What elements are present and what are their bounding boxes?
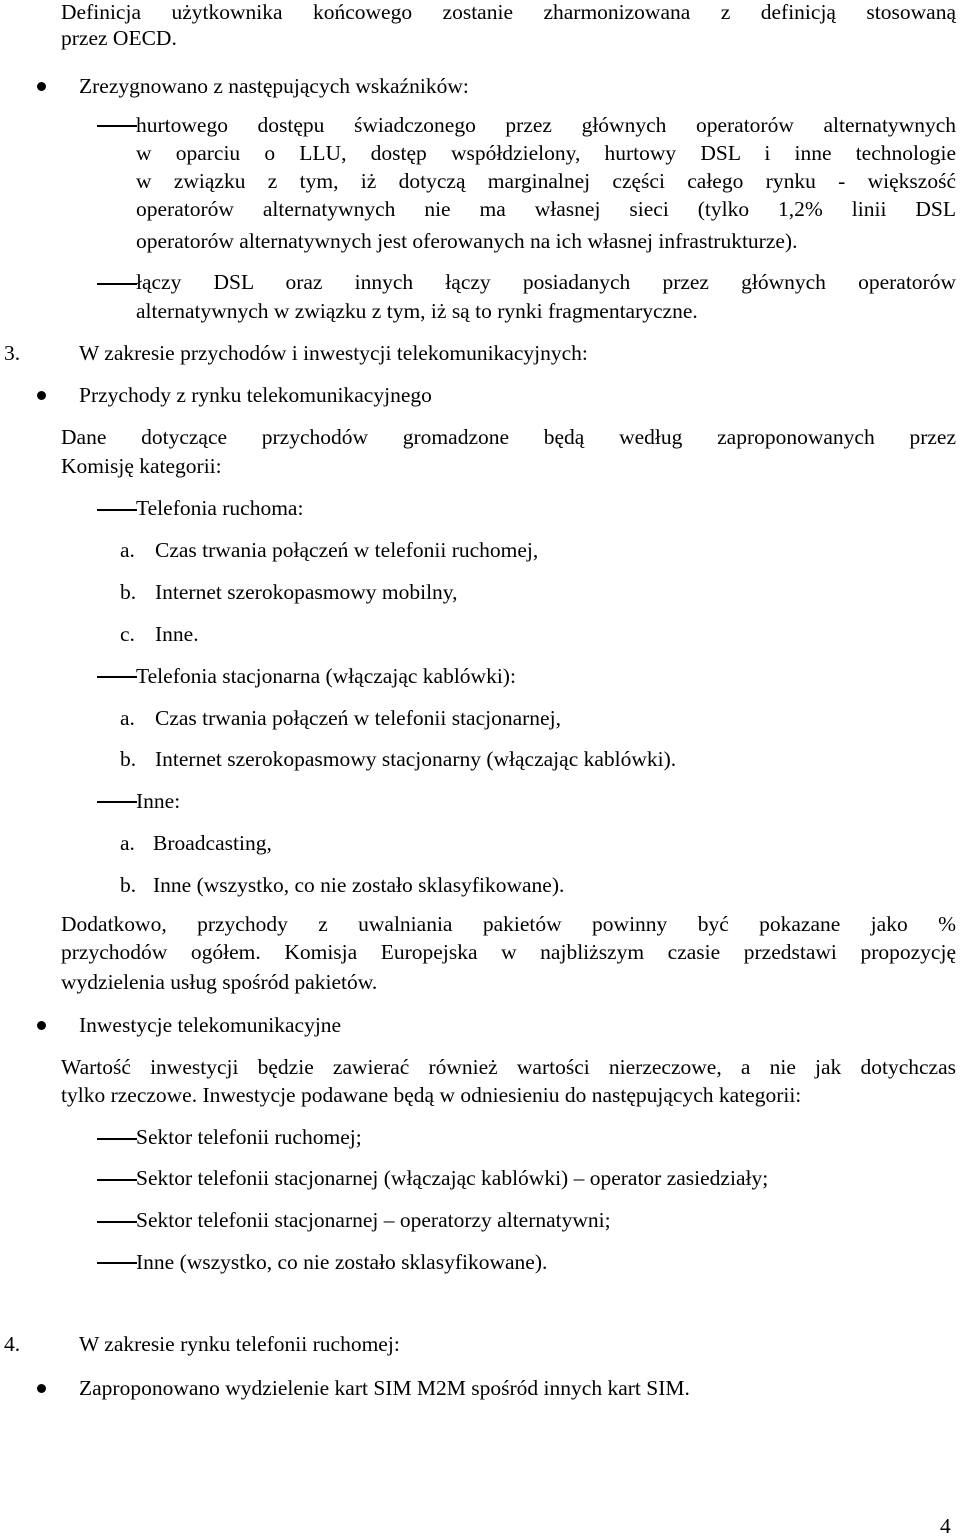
resigned-dash1-paragraph bbox=[136, 111, 956, 223]
investments-item: Sektor telefonii stacjonarnej – operatorzy alternatywni; bbox=[136, 1208, 611, 1232]
intro-paragraph bbox=[61, 0, 956, 26]
fixed-item-letter: b. bbox=[120, 747, 137, 771]
mobile-item-text: Internet szerokopasmowy mobilny, bbox=[155, 580, 458, 604]
resigned-dash1-last-line: operatorów alternatywnych jest oferowanych na ich własnej infrastrukturze). bbox=[136, 229, 798, 253]
resigned-dash2-line: łączy DSL oraz innych łączy posiadanych przez głównych operatorów bbox=[136, 270, 956, 294]
section-3-title: W zakresie przychodów i inwestycji telekomunikacyjnych: bbox=[79, 341, 588, 365]
resigned-heading: Zrezygnowano z następujących wskaźników: bbox=[79, 74, 469, 98]
investments-intro-paragraph bbox=[61, 1053, 956, 1081]
section-3-number: 3. bbox=[4, 341, 21, 365]
other-item-text: Inne (wszystko, co nie zostało sklasyfikowane). bbox=[153, 873, 565, 897]
dash-icon bbox=[97, 676, 137, 678]
resigned-dash1-line: w związku z tym, iż dotyczą marginalnej części całego rynku - większość bbox=[136, 169, 956, 193]
resigned-dash1-line: hurtowego dostępu świadczonego przez głównych operatorów alternatywnych bbox=[136, 113, 956, 137]
page-number: 4 bbox=[940, 1514, 951, 1538]
revenues-note-line: przychodów ogółem. Komisja Europejska w najbliższym czasie przedstawi propozycję bbox=[61, 940, 956, 964]
mobile-item-letter: c. bbox=[120, 622, 135, 646]
revenues-intro-paragraph bbox=[61, 423, 956, 451]
bullet-icon bbox=[37, 1021, 46, 1030]
dash-icon bbox=[97, 1221, 137, 1223]
mobile-label: Telefonia ruchoma: bbox=[136, 496, 304, 520]
section-4-bullet: Zaproponowano wydzielenie kart SIM M2M spośród innych kart SIM. bbox=[79, 1376, 690, 1400]
resigned-dash2-paragraph bbox=[136, 268, 956, 296]
mobile-item-letter: b. bbox=[120, 580, 137, 604]
revenues-note-paragraph bbox=[61, 910, 956, 966]
other-item-letter: b. bbox=[120, 873, 137, 897]
fixed-item-text: Internet szerokopasmowy stacjonarny (włączając kablówki). bbox=[155, 747, 677, 771]
revenues-note-line: Dodatkowo, przychody z uwalniania pakietów powinny być pokazane jako % bbox=[61, 912, 956, 936]
bullet-icon bbox=[37, 82, 46, 91]
intro-line-2: przez OECD. bbox=[61, 26, 177, 50]
mobile-item-letter: a. bbox=[120, 538, 135, 562]
investments-item: Sektor telefonii ruchomej; bbox=[136, 1125, 362, 1149]
dash-icon bbox=[97, 1179, 137, 1181]
investments-intro-line-2: tylko rzeczowe. Inwestycje podawane będą w odniesieniu do następujących kategorii: bbox=[61, 1083, 802, 1107]
dash-icon bbox=[97, 801, 137, 803]
mobile-item-text: Inne. bbox=[155, 622, 199, 646]
revenues-note-last-line: wydzielenia usług spośród pakietów. bbox=[61, 970, 378, 994]
other-item-text: Broadcasting, bbox=[153, 831, 272, 855]
bullet-icon bbox=[37, 1384, 46, 1393]
dash-icon bbox=[97, 1138, 137, 1140]
investments-item: Sektor telefonii stacjonarnej (włączając kablówki) – operator zasiedziały; bbox=[136, 1166, 769, 1190]
investments-intro-line-1: Wartość inwestycji będzie zawierać również wartości nierzeczowe, a nie jak dotychczas bbox=[61, 1055, 956, 1079]
investments-heading: Inwestycje telekomunikacyjne bbox=[79, 1013, 342, 1037]
revenues-intro-line-2: Komisję kategorii: bbox=[61, 454, 222, 478]
section-4-title: W zakresie rynku telefonii ruchomej: bbox=[79, 1332, 400, 1356]
resigned-dash1-line: operatorów alternatywnych nie ma własnej sieci (tylko 1,2% linii DSL bbox=[136, 197, 956, 221]
investments-item: Inne (wszystko, co nie zostało sklasyfikowane). bbox=[136, 1250, 548, 1274]
fixed-label: Telefonia stacjonarna (włączając kablówki): bbox=[136, 664, 516, 688]
revenues-heading: Przychody z rynku telekomunikacyjnego bbox=[79, 383, 432, 407]
fixed-item-letter: a. bbox=[120, 706, 135, 730]
other-label: Inne: bbox=[136, 789, 181, 813]
mobile-item-text: Czas trwania połączeń w telefonii ruchomej, bbox=[155, 538, 539, 562]
dash-icon bbox=[97, 283, 137, 285]
section-4-number: 4. bbox=[4, 1332, 21, 1356]
resigned-dash1-line: w oparciu o LLU, dostęp współdzielony, hurtowy DSL i inne technologie bbox=[136, 141, 956, 165]
other-item-letter: a. bbox=[120, 831, 135, 855]
bullet-icon bbox=[37, 391, 46, 400]
dash-icon bbox=[97, 125, 137, 127]
fixed-item-text: Czas trwania połączeń w telefonii stacjonarnej, bbox=[155, 706, 561, 730]
revenues-intro-line-1: Dane dotyczące przychodów gromadzone będą według zaproponowanych przez bbox=[61, 425, 956, 449]
resigned-dash2-last-line: alternatywnych w związku z tym, iż są to rynki fragmentaryczne. bbox=[136, 299, 698, 323]
intro-line-1: Definicja użytkownika końcowego zostanie zharmonizowana z definicją stosowaną bbox=[61, 0, 956, 24]
dash-icon bbox=[97, 509, 137, 511]
dash-icon bbox=[97, 1262, 137, 1264]
